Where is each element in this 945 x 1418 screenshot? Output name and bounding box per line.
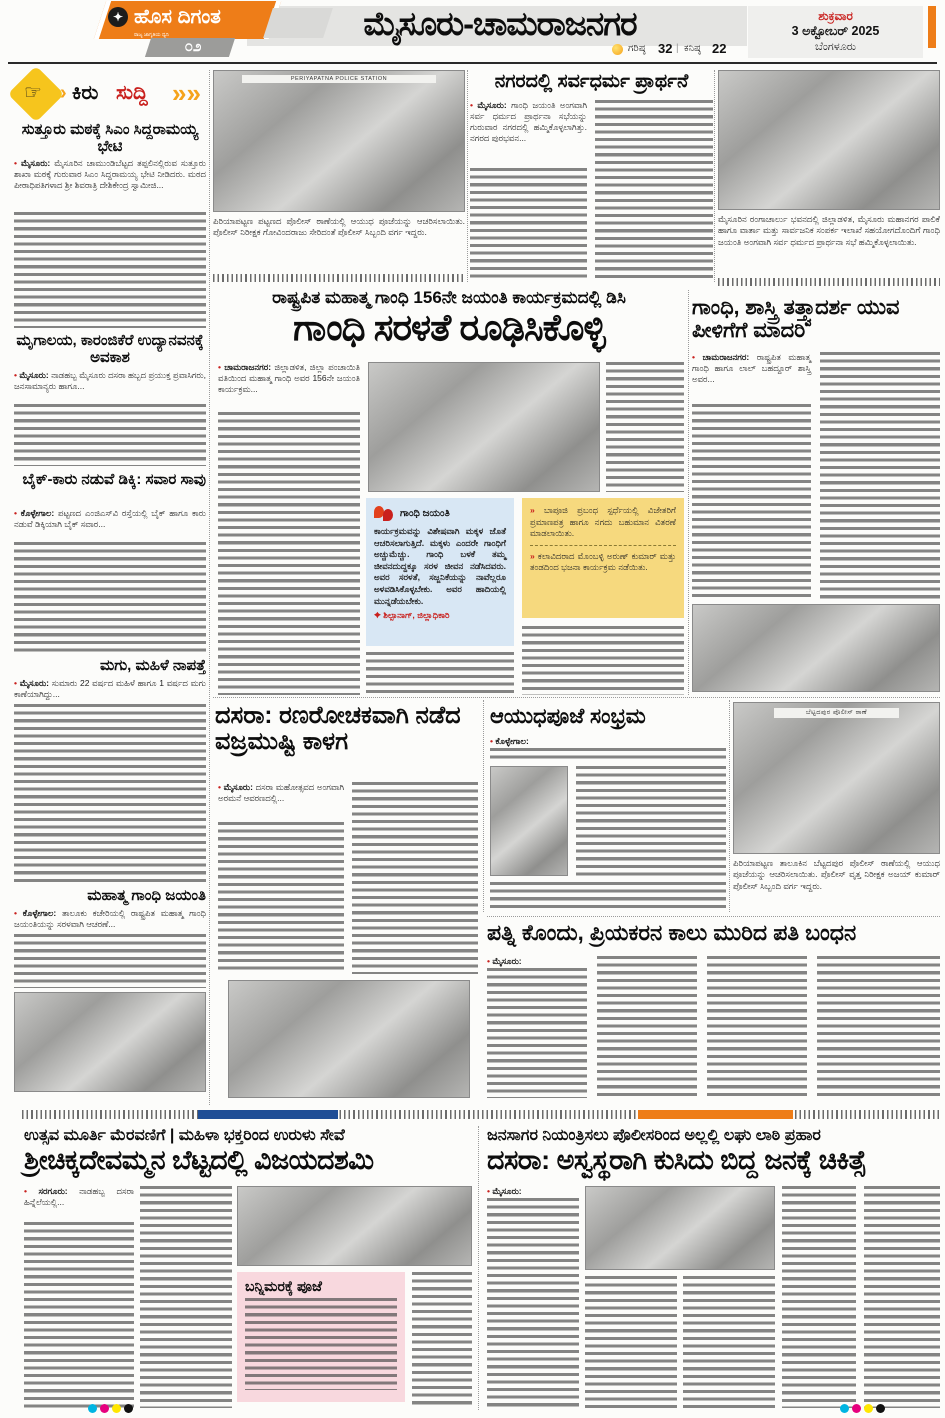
ayudha-dateline: ಕೊಳ್ಳೇಗಾಲ:	[495, 736, 529, 746]
chikitse-headline: ದಸರಾ: ಅಸ್ವಸ್ಥರಾಗಿ ಕುಸಿದು ಬಿದ್ದ ಜನಕ್ಕೆ ಚಿಕಿತ್ಸೆ	[487, 1145, 867, 1175]
col-separator-1	[209, 70, 210, 1105]
photo-bettadapura-police-station	[733, 702, 940, 854]
decorative-hatch-1	[213, 274, 465, 282]
briefs-title-black: ಕಿರು	[72, 82, 99, 104]
shastri-dateline: ಚಾಮರಾಜನಗರ:	[702, 352, 750, 362]
kalaga-headline: ದಸರಾ: ರಣರೋಚಕವಾಗಿ ನಡೆದ ವಜ್ರಮುಷ್ಟಿ ಕಾಳಗ	[215, 702, 461, 756]
ayudha-text-fill-2	[490, 882, 726, 912]
masthead-orange-bar	[928, 6, 936, 48]
city: ಬೆಂಗಳೂರು	[814, 41, 857, 53]
edition-title: ಮೈಸೂರು-ಚಾಮರಾಜನಗರ	[363, 5, 637, 42]
photo-periyapatna-police-station	[213, 70, 465, 212]
col-separator-7	[478, 1126, 479, 1410]
logo-bird-icon: ✦	[108, 7, 128, 27]
col-separator-5	[483, 700, 484, 912]
brief-3-headline: ಬೈಕ್-ಕಾರು ನಡುವೆ ಡಿಕ್ಕಿ: ಸವಾರ ಸಾವು	[22, 471, 206, 488]
ayudha-headline: ಆಯುಧಪೂಜೆ ಸಂಭ್ರಮ	[490, 705, 646, 728]
brief-3-dateline: ಕೊಳ್ಳೇಗಾಲ:	[20, 508, 55, 518]
weather-low-label: ಕನಿಷ್ಠ	[684, 43, 701, 54]
chikitse-text-fill-4	[782, 1186, 856, 1408]
prayer-dateline: ಮೈಸೂರು:	[477, 100, 507, 110]
photo-portrait-handover	[692, 604, 940, 692]
shastri-body-col1: • ಚಾಮರಾಜನಗರ: ರಾಷ್ಟ್ರಪಿತ ಮಹಾತ್ಮ ಗಾಂಧಿ ಹಾಗೂ ಲಾಲ್ ಬಹದ್ದೂರ್ ಶಾಸ್ತ್ರಿ ಅವರ...	[692, 352, 811, 384]
main-headline: ಗಾಂಧಿ ಸರಳತೆ ರೂಢಿಸಿಕೊಳ್ಳಿ	[293, 307, 605, 348]
police-photo-caption: ಪಿರಿಯಾಪಟ್ಟಣ ಪಟ್ಟಣದ ಪೊಲೀಸ್ ಠಾಣೆಯಲ್ಲಿ ಆಯುಧ ಪೂಜೆಯನ್ನು ಆಚರಿಸಲಾಯಿತು. ಪೊಲೀಸ್ ನಿರೀಕ್ಷಕ ಗೋವಿಂದರಾಜು ಸೇರಿದಂತೆ ಪೊಲೀಸ್ ಸಿಬ್ಬಂದಿ ವರ್ಗ ಇದ್ದರು.	[213, 216, 465, 238]
decorative-hatch-2	[718, 278, 940, 286]
brief-4-lead: ಸುಮಾರು 22 ವರ್ಷದ ಮಹಿಳೆ ಹಾಗೂ 1 ವರ್ಷದ ಮಗು ಕಾಣೆಯಾಗಿದ್ದು...	[14, 678, 206, 699]
vijayadashami-kicker: ಉತ್ಸವ ಮೂರ್ತಿ ಮೆರವಣಿಗೆ | ಮಹಿಳಾ ಭಕ್ತರಿಂದ ಉರುಳು ಸೇವೆ	[24, 1127, 345, 1144]
police-station-sign: PERIYAPATNA POLICE STATION	[242, 75, 436, 83]
kalaga-lead: ದಸರಾ ಮಹೋತ್ಸವದ ಅಂಗವಾಗಿ ಅರಮನೆ ಆವರಣದಲ್ಲಿ...	[218, 782, 344, 803]
print-registration-dots-left	[88, 1400, 136, 1418]
masthead-rule	[8, 62, 937, 64]
brief-1-dateline: ಮೈಸೂರು:	[20, 158, 51, 168]
weather-high-label: ಗರಿಷ್ಠ	[628, 43, 646, 54]
briefs-header	[14, 74, 206, 118]
bannimara-box-text-fill	[245, 1298, 397, 1390]
brief-3-lead: ಪಟ್ಟಣದ ಎಂಜಿಎಸ್‌ವಿ ರಸ್ತೆಯಲ್ಲಿ ಬೈಕ್ ಹಾಗೂ ಕಾರು ನಡುವೆ ಡಿಕ್ಕಿಯಾಗಿ ಬೈಕ್ ಸವಾರ...	[14, 508, 206, 529]
page-number: ೦೨	[184, 38, 202, 55]
chikitse-dateline: ಮೈಸೂರು:	[492, 1186, 522, 1196]
chikitse-text-fill-5	[864, 1186, 940, 1408]
chevrons-icon: »»	[172, 78, 201, 108]
quote-attribution: ✦ ಶಿಲ್ಪಾನಾಗ್, ಜಿಲ್ಲಾಧಿಕಾರಿ	[374, 610, 450, 621]
kalaga-text-fill-2	[352, 782, 478, 974]
shastri-text-fill-2	[820, 352, 940, 600]
brief-1-text-fill	[14, 212, 206, 328]
ayudha-body-top: • ಕೊಳ್ಳೇಗಾಲ:	[490, 736, 529, 746]
col-separator-6	[729, 700, 730, 912]
quote-title: ಗಾಂಧಿ ಜಯಂತಿ	[400, 508, 450, 519]
shastri-lead: ರಾಷ್ಟ್ರಪಿತ ಮಹಾತ್ಮ ಗಾಂಧಿ ಹಾಗೂ ಲಾಲ್ ಬಹದ್ದೂರ್ ಶಾಸ್ತ್ರಿ ಅವರ...	[692, 352, 811, 384]
logo-tagline: ರಾಜ್ಯ ಜಾಗೃತಿಯ ಧ್ವನಿ	[134, 32, 169, 38]
strip-orange-block	[638, 1110, 793, 1119]
main-kicker: ರಾಷ್ಟ್ರಪಿತ ಮಹಾತ್ಮ ಗಾಂಧಿ 156ನೇ ಜಯಂತಿ ಕಾರ್ಯಕ್ರಮದಲ್ಲಿ ಡಿಸಿ	[272, 288, 626, 307]
pati-body-col1: • ಮೈಸೂರು:	[487, 956, 522, 966]
kalaga-text-fill-1	[218, 822, 344, 974]
chikitse-body-col1: • ಮೈಸೂರು:	[487, 1186, 522, 1196]
kalaga-dateline: ಮೈಸೂರು:	[223, 782, 253, 792]
bannimara-box-title: ಬನ್ನಿಮರಕ್ಕೆ ಪೂಜೆ	[245, 1278, 322, 1294]
kalaga-body-col1: • ಮೈಸೂರು: ದಸರಾ ಮಹೋತ್ಸವದ ಅಂಗವಾಗಿ ಅರಮನೆ ಆವರಣದಲ್ಲಿ...	[218, 782, 344, 803]
logo-title-text: ಹೊಸ ದಿಗಂತ	[134, 6, 221, 28]
brief-1-body: • ಮೈಸೂರು: ಮೈಸೂರಿನ ಚಾಮುಂಡಿಬೆಟ್ಟದ ತಪ್ಪಲಿನಲ್ಲಿರುವ ಸುತ್ತೂರು ಶಾಖಾ ಮಠಕ್ಕೆ ಗುರುವಾರ ಸಿಎಂ ಸಿದ್ದರಾಮಯ್ಯ ಭೇಟಿ ನೀಡಿದರು. ಮಠದ ಪೀಠಾಧಿಪತಿಗಳಾದ ಶ್ರೀ ಶಿವರಾತ್ರಿ ದೇಶಿಕೇಂದ್ರ ಸ್ವಾಮೀಜಿ...	[14, 158, 206, 190]
pati-dateline: ಮೈಸೂರು:	[492, 956, 522, 966]
prayer-headline: ನಗರದಲ್ಲಿ ಸರ್ವಧರ್ಮ ಪ್ರಾರ್ಥನೆ	[494, 71, 689, 92]
photo-dasara-crowd	[585, 1186, 775, 1270]
prayer-body-col1: • ಮೈಸೂರು: ಗಾಂಧಿ ಜಯಂತಿ ಅಂಗವಾಗಿ ಸರ್ವ ಧರ್ಮದ ಪ್ರಾರ್ಥನಾ ಸಭೆಯನ್ನು ಗುರುವಾರ ನಗರದಲ್ಲಿ ಹಮ್ಮಿಕೊಳ್ಳಲಾಗಿತ್ತು. ನಗರದ ಪುರಭವನ...	[470, 100, 587, 143]
highlight-bullet-2: » ಕಲಾವಿದರಾದ ಮೊಂಬಳ್ಳಿ ಅರುಣ್ ಕುಮಾರ್ ಮತ್ತು ತಂಡದಿಂದ ಭಜನಾ ಕಾರ್ಯಕ್ರಮ ನಡೆಯಿತು.	[530, 550, 676, 573]
section-rule-1	[213, 697, 940, 698]
sun-icon	[612, 44, 623, 55]
chevron-left-icon: ›	[60, 82, 67, 104]
bannimara-pooja-box	[237, 1272, 405, 1402]
col-separator-2	[467, 70, 468, 282]
shastri-text-fill-1	[692, 404, 811, 600]
brief-3-body: • ಕೊಳ್ಳೇಗಾಲ: ಪಟ್ಟಣದ ಎಂಜಿಎಸ್‌ವಿ ರಸ್ತೆಯಲ್ಲಿ ಬೈಕ್ ಹಾಗೂ ಕಾರು ನಡುವೆ ಡಿಕ್ಕಿಯಾಗಿ ಬೈಕ್ ಸವಾರ...	[14, 508, 206, 529]
strip-blue-block	[198, 1110, 338, 1119]
main-lead: ಜಿಲ್ಲಾಡಳಿತ, ಜಿಲ್ಲಾ ಪಂಚಾಯಿತಿ ವತಿಯಿಂದ ಮಹಾತ್ಮ ಗಾಂಧಿ ಅವರ 156ನೇ ಜಯಂತಿ ಕಾರ್ಯಕ್ರಮ...	[218, 362, 360, 394]
prayer-lead: ಗಾಂಧಿ ಜಯಂತಿ ಅಂಗವಾಗಿ ಸರ್ವ ಧರ್ಮದ ಪ್ರಾರ್ಥನಾ ಸಭೆಯನ್ನು ಗುರುವಾರ ನಗರದಲ್ಲಿ ಹಮ್ಮಿಕೊಳ್ಳಲಾಗಿತ್ತು. ನಗರದ ಪುರಭವನ...	[470, 100, 587, 143]
date: 3 ಅಕ್ಟೋಬರ್ 2025	[791, 24, 880, 38]
pati-text-fill-1	[487, 968, 587, 1098]
ayudha-text-fill-1	[576, 766, 726, 876]
brief-4-body: • ಮೈಸೂರು: ಸುಮಾರು 22 ವರ್ಷದ ಮಹಿಳೆ ಹಾಗೂ 1 ವರ್ಷದ ಮಗು ಕಾಣೆಯಾಗಿದ್ದು...	[14, 678, 206, 699]
hand-snap-icon: ☞	[24, 82, 42, 104]
vijayadashami-dateline: ಸರಗೂರು:	[38, 1186, 68, 1196]
vijayadashami-headline: ಶ್ರೀಚಿಕ್ಕದೇವಮ್ಮನ ಬೆಟ್ಟದಲ್ಲಿ ವಿಜಯದಶಮಿ	[24, 1145, 374, 1175]
print-registration-dots-right	[840, 1400, 888, 1418]
prayer-text-fill-1	[470, 168, 587, 280]
main-dateline: ಚಾಮರಾಜನಗರ:	[224, 362, 272, 372]
weather-high: 32	[658, 41, 673, 56]
brief-5-body: • ಕೊಳ್ಳೇಗಾಲ: ತಾಲೂಕು ಕಚೇರಿಯಲ್ಲಿ ರಾಷ್ಟ್ರಪಿತ ಮಹಾತ್ಮ ಗಾಂಧಿ ಜಯಂತಿಯನ್ನು ಸರಳವಾಗಿ ಆಚರಣೆ...	[14, 908, 206, 929]
weather-low: 22	[712, 41, 727, 56]
bettadapura-sign: ಬೆಟ್ಟದಪುರ ಪೊಲೀಸ್ ಠಾಣೆ	[774, 708, 899, 718]
prayer-text-fill-2	[595, 100, 713, 280]
highlights-box	[522, 498, 684, 618]
col-separator-3	[714, 70, 715, 282]
brief-5-text-fill	[14, 934, 206, 988]
chikitse-text-fill-2	[585, 1276, 677, 1408]
quote-mark-icon-2	[383, 509, 393, 521]
brief-5-dateline: ಕೊಳ್ಳೇಗಾಲ:	[22, 908, 57, 918]
brief-4-headline: ಮಗು, ಮಹಿಳೆ ನಾಪತ್ತೆ	[99, 657, 206, 674]
brief-2-text-fill	[14, 404, 206, 466]
pati-text-fill-3	[707, 956, 807, 1098]
vijayadashami-body-col1: • ಸರಗೂರು: ನಾಡಹಬ್ಬ ದಸರಾ ಹಿನ್ನೆಲೆಯಲ್ಲಿ...	[24, 1186, 134, 1207]
main-text-fill-1	[218, 412, 360, 695]
brief-2-lead: ನಾಡಹಬ್ಬ ಮೈಸೂರು ದಸರಾ ಹಬ್ಬದ ಪ್ರಯುಕ್ತ ಪ್ರವಾಸಿಗರು, ಜನಸಾಮಾನ್ಯರು ಹಾಗೂ...	[14, 370, 206, 391]
brief-1-lead: ಮೈಸೂರಿನ ಚಾಮುಂಡಿಬೆಟ್ಟದ ತಪ್ಪಲಿನಲ್ಲಿರುವ ಸುತ್ತೂರು ಶಾಖಾ ಮಠಕ್ಕೆ ಗುರುವಾರ ಸಿಎಂ ಸಿದ್ದರಾಮಯ್ಯ ಭೇಟಿ ನೀಡಿದರು. ಮಠದ ಪೀಠಾಧಿಪತಿಗಳಾದ ಶ್ರೀ ಶಿವರಾತ್ರಿ ದೇಶಿಕೇಂದ್ರ ಸ್ವಾಮೀಜಿ...	[14, 158, 206, 190]
chikitse-text-fill-3	[683, 1276, 775, 1408]
highlight-bullet-1: » ಬಾಪೂಜಿ ಪ್ರಬಂಧ ಸ್ಪರ್ಧೆಯಲ್ಲಿ ವಿಜೇತರಿಗೆ ಪ್ರಮಾಣಪತ್ರ ಹಾಗೂ ನಗದು ಬಹುಮಾನ ವಿತರಣೆ ಮಾಡಲಾಯಿತು.	[530, 505, 677, 539]
brief-3-text-fill	[14, 542, 206, 652]
main-text-fill-3	[366, 652, 514, 695]
section-rule-2	[487, 916, 940, 917]
vijayadashami-text-fill-1	[24, 1222, 134, 1408]
bottom-hatch-strip	[22, 1110, 940, 1119]
prayer-photo-caption: ಮೈಸೂರಿನ ರಂಗಾಚಾರ್ಲು ಭವನದಲ್ಲಿ ಜಿಲ್ಲಾಡಳಿತ, ಮೈಸೂರು ಮಹಾನಗರ ಪಾಲಿಕೆ ಹಾಗೂ ವಾರ್ತಾ ಮತ್ತು ಸಾರ್ವಜನಿಕ ಸಂಪರ್ಕ ಇಲಾಖೆ ಸಹಯೋಗದೊಂದಿಗೆ ಗಾಂಧಿ ಜಯಂತಿ ಅಂಗವಾಗಿ ಸರ್ವ ಧರ್ಮದ ಪ್ರಾರ್ಥನಾ ಸಭೆ ಹಮ್ಮಿಕೊಳ್ಳಲಾಯಿತು.	[718, 214, 940, 247]
main-text-fill-2	[522, 626, 684, 695]
brief-2-body: • ಮೈಸೂರು: ನಾಡಹಬ್ಬ ಮೈಸೂರು ದಸರಾ ಹಬ್ಬದ ಪ್ರಯುಕ್ತ ಪ್ರವಾಸಿಗರು, ಜನಸಾಮಾನ್ಯರು ಹಾಗೂ...	[14, 370, 206, 391]
pati-text-fill-4	[817, 956, 940, 1098]
dc-quote-box	[366, 498, 514, 646]
weather-strip	[612, 43, 742, 59]
briefs-title-red: ಸುದ್ದಿ	[116, 82, 148, 104]
photo-utsava-murthy-procession	[237, 1186, 472, 1266]
chikitse-kicker: ಜನಸಾಗರ ನಿಯಂತ್ರಿಸಲು ಪೊಲೀಸರಿಂದ ಅಲ್ಲಲ್ಲಿ ಲಘು ಲಾಠಿ ಪ್ರಹಾರ	[487, 1127, 821, 1144]
pati-text-fill-2	[597, 956, 697, 1098]
vijayadashami-lead: ನಾಡಹಬ್ಬ ದಸರಾ ಹಿನ್ನೆಲೆಯಲ್ಲಿ...	[24, 1186, 134, 1207]
photo-gandhi-jayanti-brief	[14, 992, 206, 1092]
main-text-fill-4	[606, 362, 684, 492]
photo-gandhi-jayanti-event	[368, 362, 600, 492]
brief-1-headline: ಸುತ್ತೂರು ಮಠಕ್ಕೆ ಸಿಎಂ ಸಿದ್ದರಾಮಯ್ಯ ಭೇಟಿ	[21, 121, 199, 155]
vijayadashami-text-fill-3	[412, 1272, 472, 1408]
vijayadashami-text-fill-2	[140, 1186, 232, 1408]
quote-text: ಕಾರ್ಯಕ್ರಮವನ್ನು ವಿಶೇಷವಾಗಿ ಮಕ್ಕಳ ಜೊತೆ ಆಚರಿಸಲಾಗುತ್ತಿದೆ. ಮಕ್ಕಳು ಎಂದರೇ ಗಾಂಧಿಗೆ ಅಚ್ಚುಮೆಚ್ಚು. ಗಾಂಧಿ ಬಳಕೆ ತಮ್ಮ ಜೀವನದುದ್ದಕ್ಕೂ ಸರಳ ಜೀವನ ನಡೆಸಿದವರು. ಅವರ ಸರಳತೆ, ಸಜ್ಜನಿಕೆಯನ್ನು ನಾವೆಲ್ಲರೂ ಅಳವಡಿಸಿಕೊಳ್ಳಬೇಕು. ಅವರ ಹಾದಿಯಲ್ಲಿ ಮುನ್ನಡೆಯಬೇಕು.	[374, 526, 506, 606]
brief-5-headline: ಮಹಾತ್ಮ ಗಾಂಧಿ ಜಯಂತಿ	[87, 887, 206, 904]
pati-headline: ಪತ್ನಿ ಕೊಂದು, ಪ್ರಿಯಕರನ ಕಾಲು ಮುರಿದ ಪತಿ ಬಂಧನ	[487, 920, 857, 945]
brief-4-dateline: ಮೈಸೂರು:	[19, 678, 49, 688]
photo-sarva-dharma-prayer	[718, 70, 940, 210]
photo-vajramushti-kalaga	[228, 980, 470, 1098]
chikitse-text-fill-1	[487, 1198, 579, 1408]
brief-5-lead: ತಾಲೂಕು ಕಚೇರಿಯಲ್ಲಿ ರಾಷ್ಟ್ರಪಿತ ಮಹಾತ್ಮ ಗಾಂಧಿ ಜಯಂತಿಯನ್ನು ಸರಳವಾಗಿ ಆಚರಣೆ...	[14, 908, 206, 929]
date-block	[748, 6, 923, 58]
bullet-divider	[530, 545, 676, 546]
logo-title	[108, 6, 258, 32]
brief-2-dateline: ಮೈಸೂರು:	[19, 370, 49, 380]
photo-ayudha-pooja	[490, 766, 568, 876]
col-separator-4	[688, 290, 689, 695]
ayudha-text-fill-0	[490, 748, 726, 762]
main-body-col1: • ಚಾಮರಾಜನಗರ: ಜಿಲ್ಲಾಡಳಿತ, ಜಿಲ್ಲಾ ಪಂಚಾಯಿತಿ ವತಿಯಿಂದ ಮಹಾತ್ಮ ಗಾಂಧಿ ಅವರ 156ನೇ ಜಯಂತಿ ಕಾರ್ಯಕ್ರಮ...	[218, 362, 360, 394]
bettadapura-caption: ಪಿರಿಯಾಪಟ್ಟಣ ತಾಲೂಕಿನ ಬೆಟ್ಟದಪುರ ಪೊಲೀಸ್ ಠಾಣೆಯಲ್ಲಿ ಆಯುಧ ಪೂಜೆಯನ್ನು ಆಚರಿಸಲಾಯಿತು. ಪೊಲೀಸ್ ವೃತ್ತ ನಿರೀಕ್ಷಕ ಅಜಯ್ ಕುಮಾರ್ ಪೊಲೀಸ್ ಸಿಬ್ಬಂದಿ ವರ್ಗ ಇದ್ದರು.	[733, 858, 940, 891]
brief-2-headline: ಮೃಗಾಲಯ, ಕಾರಂಜಿಕೆರೆ ಉದ್ಯಾನವನಕ್ಕೆ ಅವಕಾಶ	[16, 332, 204, 366]
shastri-headline: ಗಾಂಧಿ, ಶಾಸ್ತ್ರಿ ತತ್ತ್ವಾದರ್ಶ ಯುವ ಪೀಳಿಗೆಗೆ ಮಾದರಿ	[692, 296, 900, 343]
weather-divider: |	[676, 43, 679, 54]
brief-4-text-fill	[14, 704, 206, 882]
weekday: ಶುಕ್ರವಾರ	[818, 9, 853, 23]
